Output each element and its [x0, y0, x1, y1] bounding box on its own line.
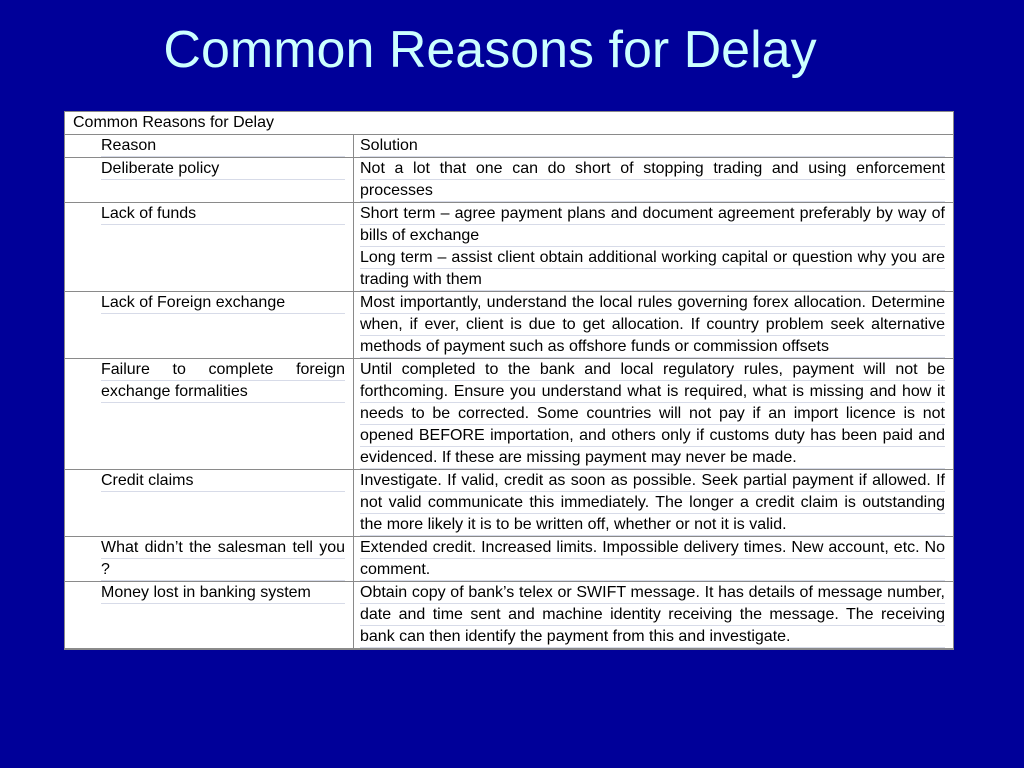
solution-cell [354, 582, 954, 649]
reason-cell [65, 158, 354, 203]
solution-text: Obtain copy of bank’s telex or SWIFT message. It has details of message number, date and time sent and machine identity receiving the message. The receiving bank can then identify the payment from this and investigate. [360, 582, 945, 648]
reason-text: Lack of funds [101, 203, 345, 225]
table-row [65, 537, 953, 582]
solution-text: Most importantly, understand the local rules governing forex allocation. Determine when, if ever, client is due to get allocation. If country problem seek alternative methods of payment such as offshore funds or commission offsets [360, 292, 945, 358]
solution-cell [354, 359, 954, 470]
header-solution-text: Solution [360, 135, 945, 157]
reason-cell [65, 203, 354, 292]
reason-cell [65, 292, 354, 359]
table-caption: Common Reasons for Delay [65, 112, 953, 135]
solution-cell [354, 203, 954, 292]
reason-cell [65, 359, 354, 470]
reason-text: Failure to complete foreign exchange formalities [101, 359, 345, 403]
reason-text: Deliberate policy [101, 158, 345, 180]
solution-text: Investigate. If valid, credit as soon as possible. Seek partial payment if allowed. If not valid communicate this immediately. The longer a credit claim is outstanding the more likely it is to be written off, whether or not it is valid. [360, 470, 945, 536]
table-row [65, 582, 953, 649]
solution-cell [354, 292, 954, 359]
header-solution [354, 135, 954, 158]
header-reason [65, 135, 354, 158]
table-row [65, 470, 953, 537]
solution-text-short-term: Short term – agree payment plans and document agreement preferably by way of bills of exchange [360, 203, 945, 247]
reason-cell [65, 470, 354, 537]
reason-cell [65, 582, 354, 649]
reason-text: Money lost in banking system [101, 582, 345, 604]
solution-cell [354, 158, 954, 203]
solution-cell [354, 537, 954, 582]
solution-text: Not a lot that one can do short of stopping trading and using enforcement processes [360, 158, 945, 202]
reasons-table [65, 112, 953, 649]
table-caption-row [65, 112, 953, 135]
header-reason-text: Reason [101, 135, 345, 157]
table-header-row [65, 135, 953, 158]
table-row [65, 292, 953, 359]
reason-text: Lack of Foreign exchange [101, 292, 345, 314]
reasons-table-container [64, 111, 954, 650]
reason-cell [65, 537, 354, 582]
table-row [65, 158, 953, 203]
reason-text: Credit claims [101, 470, 345, 492]
slide-title: Common Reasons for Delay [163, 21, 817, 79]
solution-text: Until completed to the bank and local regulatory rules, payment will not be forthcoming. Ensure you understand what is required, what is missing and how it needs to be corrected. Some countries will not pay if an import licence is not opened BEFORE importation, and others only if customs duty has been paid and evidenced. If these are missing payment may never be made. [360, 359, 945, 469]
solution-text-long-term: Long term – assist client obtain additional working capital or question why you are trading with them [360, 247, 945, 291]
solution-text: Extended credit. Increased limits. Impossible delivery times. New account, etc. No comment. [360, 537, 945, 581]
table-row [65, 359, 953, 470]
reason-text: What didn’t the salesman tell you ? [101, 537, 345, 581]
solution-cell [354, 470, 954, 537]
table-row [65, 203, 953, 292]
